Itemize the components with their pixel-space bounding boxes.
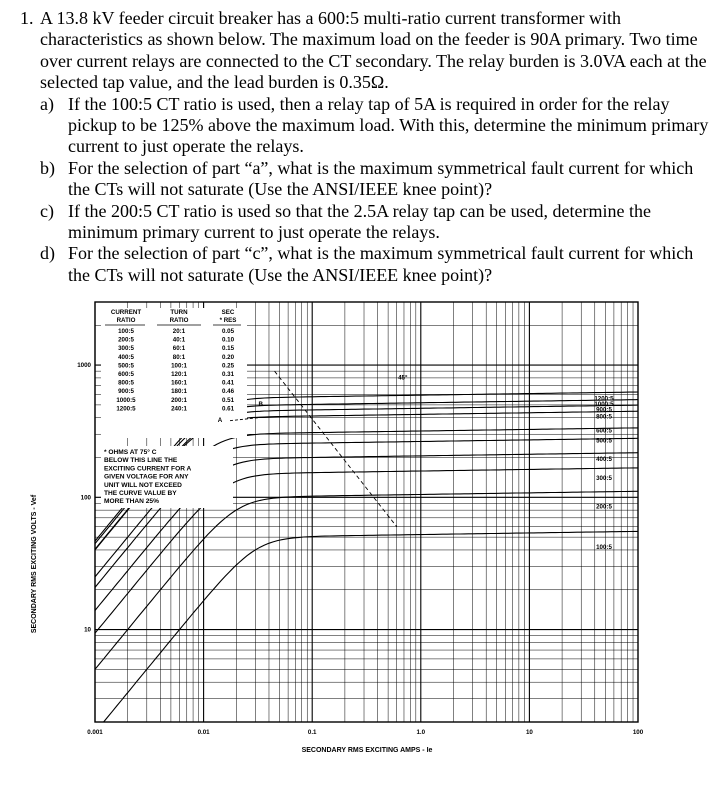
series-label: 500:5	[596, 437, 612, 445]
table-cell: 200:1	[171, 396, 187, 404]
problem-parts	[40, 94, 710, 287]
table-cell: 200:5	[118, 336, 134, 344]
series-labels	[594, 395, 614, 551]
note-line: EXCITING CURRENT FOR A	[104, 465, 192, 473]
x-tick-label: 100	[632, 729, 644, 736]
table-cell: 300:5	[118, 345, 134, 353]
part-c	[40, 201, 710, 244]
table-header: TURN	[170, 309, 188, 316]
part-text: If the 200:5 CT ratio is used so that the 2.5A relay tap can be used, determine the minimum primary current to just operate the relays.	[68, 200, 652, 243]
x-axis-label: SECONDARY RMS EXCITING AMPS - Ie	[301, 747, 433, 754]
ct-excitation-chart	[0, 296, 723, 787]
table-cell: 0.46	[221, 388, 235, 396]
table-header: * RES	[219, 317, 237, 324]
x-tick-labels	[87, 729, 643, 736]
table-cell: 180:1	[171, 388, 187, 396]
table-cell: 0.15	[221, 345, 235, 353]
part-label: b)	[40, 157, 55, 178]
ratio-table	[101, 308, 247, 438]
x-tick-label: 0.1	[307, 729, 317, 736]
table-cell: 240:1	[171, 405, 187, 413]
table-cell: 0.05	[221, 328, 235, 335]
note-line: THE CURVE VALUE BY	[104, 490, 177, 497]
x-tick-label: 0.001	[87, 729, 103, 736]
part-text: If the 100:5 CT ratio is used, then a relay tap of 5A is required in order for the relay pickup to be 125% above the maximum load. With this, determine the minimum primary current to just operate the relays.	[68, 93, 709, 157]
y-tick-label: 10	[84, 626, 91, 634]
table-header: SEC	[221, 309, 235, 316]
table-cell: 120:1	[171, 371, 187, 378]
excitation-curve	[104, 531, 638, 722]
series-label: 300:5	[596, 475, 612, 483]
table-cell: 100:1	[171, 362, 187, 370]
table-cell: 0.25	[221, 362, 235, 370]
table-header: RATIO	[169, 317, 189, 324]
x-tick-label: 0.01	[197, 729, 210, 736]
table-cell: 100:5	[118, 328, 134, 335]
y-tick-label: 100	[80, 494, 91, 502]
table-cell: 1000:5	[116, 396, 136, 404]
note-line: * OHMS AT 75° C	[104, 449, 157, 456]
series-label: 800:5	[596, 413, 612, 421]
table-cell: 160:1	[171, 379, 187, 387]
note-line: BELOW THIS LINE THE	[104, 457, 178, 465]
series-label: 200:5	[596, 503, 612, 511]
x-tick-label: 1.0	[416, 729, 426, 736]
table-cell: 500:5	[118, 362, 134, 370]
table-cell: 40:1	[172, 336, 186, 344]
series-label: 900:5	[596, 406, 612, 414]
table-cell: 0.51	[221, 396, 235, 404]
part-text: For the selection of part “c”, what is the maximum symmetrical fault current for which the CTs will not saturate (Use the ANSI/IEEE knee point)?	[68, 243, 694, 285]
table-cell: 20:1	[172, 328, 186, 335]
y-axis-label: SECONDARY RMS EXCITING VOLTS - Vef	[31, 494, 38, 634]
chart-note	[101, 446, 233, 508]
y-tick-label: 1000	[77, 362, 91, 370]
point-b-label: B	[258, 401, 263, 409]
table-cell: 80:1	[172, 353, 186, 361]
table-cell: 400:5	[118, 353, 134, 361]
series-label: 600:5	[596, 427, 612, 435]
part-d	[40, 243, 710, 286]
table-cell: 600:5	[118, 371, 134, 378]
problem-intro: A 13.8 kV feeder circuit breaker has a 600:5 multi-ratio current transformer with characteristics as shown below. The maximum load on the feeder is 90A primary. Two time over current relays are connected to the CT secondary. The relay burden is 3.0VA each at the selected tap value, and the lead burden is 0.35Ω.	[40, 8, 707, 93]
series-label: 100:5	[596, 544, 612, 552]
excitation-curves	[95, 392, 638, 722]
table-cell: 0.31	[221, 371, 235, 378]
table-cell: 800:5	[118, 379, 134, 387]
table-cell: 0.61	[221, 405, 235, 413]
note-line: MORE THAN 25%	[104, 498, 159, 506]
part-label: a)	[40, 93, 54, 114]
table-cell: 1200:5	[116, 405, 136, 413]
series-label: 1200:5	[594, 395, 614, 403]
table-cell: 0.10	[221, 336, 235, 344]
table-header: CURRENT	[110, 309, 142, 316]
note-line: UNIT WILL NOT EXCEED	[104, 481, 182, 489]
problem-statement	[20, 8, 710, 286]
part-label: c)	[40, 200, 54, 221]
part-label: d)	[40, 243, 55, 264]
part-a	[40, 94, 710, 158]
table-cell: 60:1	[172, 345, 186, 353]
part-b	[40, 158, 710, 201]
table-cell: 0.41	[221, 379, 235, 387]
series-label: 1000:5	[594, 400, 614, 408]
y-tick-labels	[77, 362, 91, 633]
table-cell: 0.20	[221, 353, 235, 361]
question-number: 1.	[20, 8, 34, 28]
table-cell: 900:5	[118, 388, 134, 396]
series-label: 400:5	[596, 455, 612, 463]
note-line: GIVEN VOLTAGE FOR ANY	[104, 473, 189, 481]
angle-label: 45°	[398, 374, 408, 382]
point-a-label: A	[217, 417, 223, 425]
x-tick-label: 10	[525, 729, 533, 736]
part-text: For the selection of part “a”, what is the maximum symmetrical fault current for which the CTs will not saturate (Use the ANSI/IEEE knee point)?	[68, 157, 694, 200]
table-header: RATIO	[116, 317, 136, 324]
